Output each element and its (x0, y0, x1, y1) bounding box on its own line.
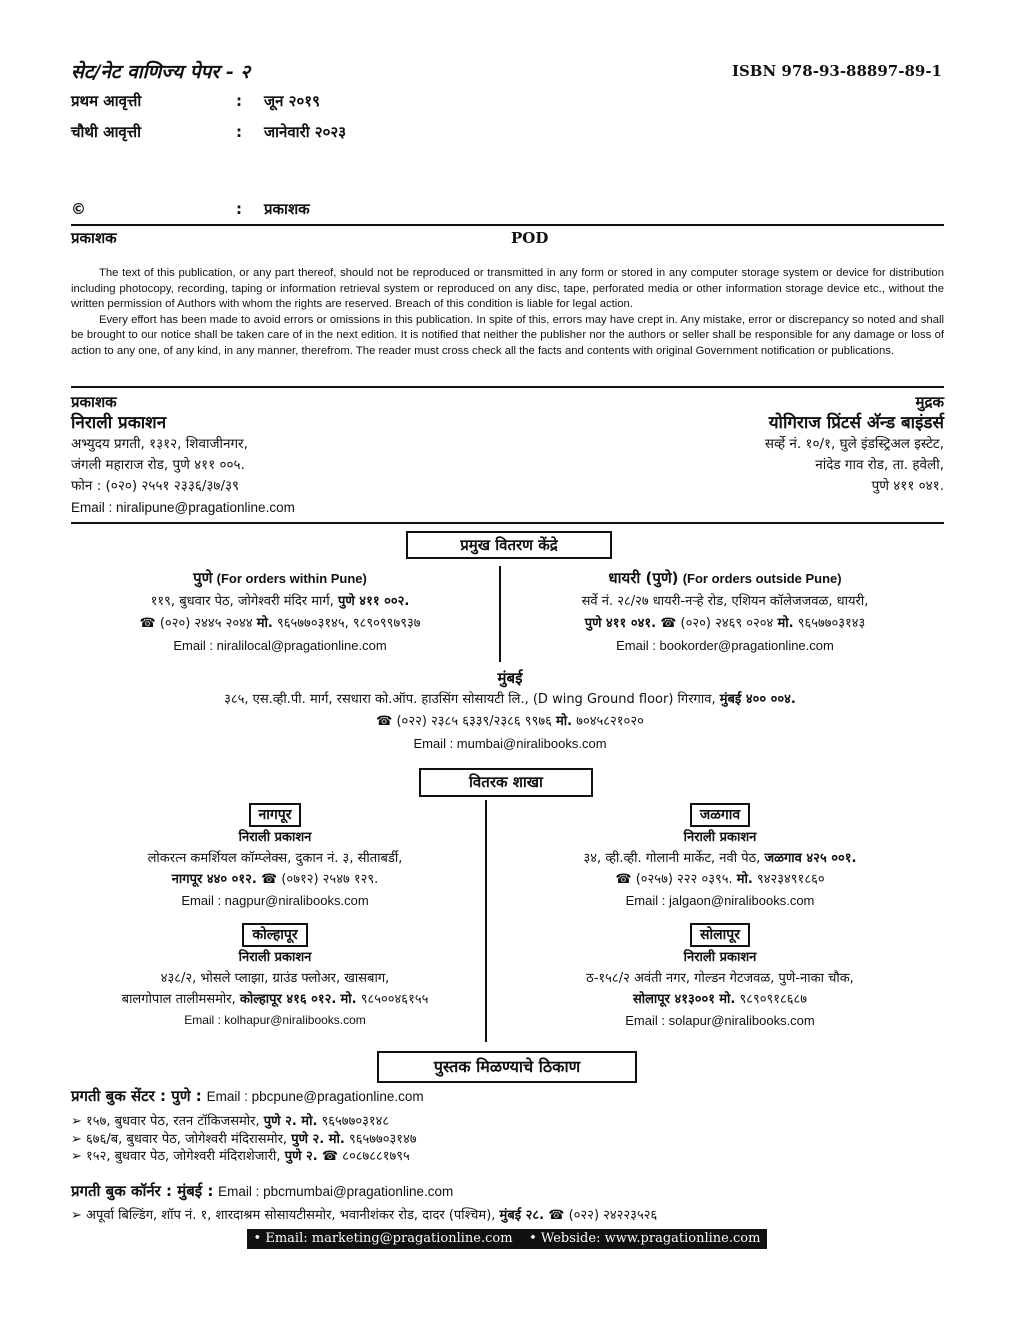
publisher-phone: फोन : (०२०) २५५१ २३३६/३७/३९ (71, 478, 240, 494)
item-address: १५७, बुधवार पेठ, रतन टॉकिजसमोर, (86, 1114, 260, 1129)
book-title: सेट/नेट वाणिज्य पेपर - २ (71, 61, 251, 83)
city-name: जळगाव (690, 803, 750, 827)
mobile-label: मो. (736, 872, 753, 887)
shop-label: प्रगती बुक कॉर्नर : मुंबई : (71, 1182, 214, 1200)
branch-nagpur (80, 803, 470, 911)
list-item (71, 1131, 417, 1149)
city-name: पुणे (193, 569, 213, 587)
org-name: निराली प्रकाशन (683, 830, 757, 845)
centre-pune (70, 567, 490, 657)
bookshops-heading: पुस्तक मिळण्याचे ठिकाण (377, 1051, 637, 1083)
email: Email : jalgaon@niralibooks.com (625, 893, 815, 908)
mumbai-bookshop-item (71, 1207, 657, 1225)
edition-label: प्रथम आवृत्ती (71, 92, 142, 110)
divider (71, 386, 944, 388)
edition-sep: : (236, 123, 242, 141)
pune-bookcentre-heading (71, 1086, 424, 1106)
arrow-bullet-icon: ➢ (71, 1114, 82, 1129)
city-name: सोलापूर (690, 923, 750, 947)
publisher-row-label: प्रकाशक (71, 229, 117, 247)
arrow-bullet-icon: ➢ (71, 1208, 82, 1223)
mobile: ९४२३४९१८६० (757, 872, 825, 887)
address-city: मुंबई ४०० ००४. (719, 692, 796, 707)
pune-bookshop-list (71, 1113, 417, 1166)
item-city: पुणे २. मो. (263, 1114, 318, 1129)
email: Email : kolhapur@niralibooks.com (184, 1013, 366, 1027)
column-divider (499, 566, 501, 662)
list-item (71, 1113, 417, 1131)
phone-icon: ☎ (261, 872, 278, 887)
item-phone: ☎ (०२२) २४२२३५२६ (548, 1208, 658, 1223)
address: सर्वे नं. २८/२७ धायरी-नऱ्हे रोड, एशियन कॉलेजजवळ, धायरी, (581, 594, 869, 609)
order-note: (For orders within Pune) (216, 571, 367, 586)
printer-block (765, 392, 944, 497)
copyright-symbol: © (71, 200, 86, 218)
legal-paragraph-disclaimer: Every effort has been made to avoid errors or omissions in this publication. In spite of this, errors may have crept in. Any mistake, error or discrepancy so noted and shall be brought to our notice shall be taken care of in the next edition. It is notified that neither the publisher nor the authors or seller shall be responsible for any damage or loss of action to any one, of any kind, in any manner, therefrom. The reader must cross check all the facts and contents with original Government notification or publications. (71, 313, 944, 357)
column-divider (485, 800, 487, 1042)
mobile-label: मो. (777, 616, 794, 631)
phone: (०२५७) २२२ ०३९५. (635, 872, 733, 887)
address: ४३८/२, भोसले प्लाझा, ग्राउंड फ्लोअर, खासबाग, (160, 971, 390, 986)
item-address: अपूर्वा बिल्डिंग, शॉप नं. १, शारदाश्रम सोसायटीसमोर, भवानीशंकर रोड, दादर (पश्चिम), (86, 1208, 496, 1223)
item-address: ६७६/ब, बुधवार पेठ, जोगेश्वरी मंदिरासमोर, (86, 1131, 288, 1147)
arrow-bullet-icon: ➢ (71, 1149, 82, 1164)
org-name: निराली प्रकाशन (238, 950, 312, 965)
publisher-address-1: अभ्युदय प्रगती, १३१२, शिवाजीनगर, (71, 436, 248, 452)
footer-contact-bar (247, 1229, 767, 1249)
mobile-label: मो. (556, 714, 573, 729)
phone-icon: ☎ (615, 872, 632, 887)
publisher-email: Email : niralipune@pragationline.com (71, 500, 295, 515)
publisher-name: निराली प्रकाशन (71, 413, 167, 433)
org-name: निराली प्रकाशन (683, 950, 757, 965)
address: ११९, बुधवार पेठ, जोगेश्वरी मंदिर मार्ग, (150, 594, 334, 609)
item-phone: ☎ ८०८७८८१७९५ (321, 1149, 410, 1164)
legal-notice (71, 266, 944, 359)
phone: (०२०) २४६९ ०२०४ (680, 616, 774, 631)
email: Email : bookorder@pragationline.com (616, 638, 834, 653)
phone: (०७१२) २५४७ १२९. (281, 872, 379, 887)
copyright-sep: : (236, 200, 242, 218)
printer-address-2: नांदेड गाव रोड, ता. हवेली, (815, 457, 944, 473)
org-name: निराली प्रकाशन (238, 830, 312, 845)
printer-name: योगिराज प्रिंटर्स अ‍ॅन्ड बाइंडर्स (768, 413, 944, 433)
phone-icon: ☎ (660, 616, 677, 631)
shop-label: प्रगती बुक सेंटर : पुणे : (71, 1087, 202, 1105)
mobile-label: मो. (340, 992, 357, 1007)
city-name: नागपूर (249, 803, 302, 827)
isbn: ISBN 978-93-88897-89-1 (731, 62, 942, 80)
shop-email: Email : pbcpune@pragationline.com (206, 1089, 424, 1104)
email: Email : mumbai@niralibooks.com (413, 736, 607, 751)
edition-fourth (71, 122, 346, 142)
main-centres-heading: प्रमुख वितरण केंद्रे (406, 531, 612, 559)
branch-kolhapur (70, 923, 480, 1031)
branch-solapur (520, 923, 920, 1031)
item-address: १५२, बुधवार पेठ, जोगेश्वरी मंदिराशेजारी, (86, 1149, 281, 1164)
copyright-value: प्रकाशक (264, 200, 310, 218)
footer-email-link[interactable]: • Email: marketing@pragationline.com (253, 1231, 513, 1246)
address-city: पुणे ४११ ००२. (338, 594, 410, 609)
centre-dhayari (505, 567, 945, 657)
copyright-row (71, 199, 310, 219)
mobile: ७०४५८२१०२० (576, 714, 644, 729)
publisher-label: प्रकाशक (71, 393, 117, 411)
mobile: ९६५७७०३१४५, ९८९०९९७९३७ (277, 616, 421, 631)
mobile-label: मो. (256, 616, 273, 631)
arrow-bullet-icon: ➢ (71, 1131, 82, 1147)
edition-label: चौथी आवृत्ती (71, 123, 142, 141)
publisher-block (71, 392, 295, 518)
list-item (71, 1148, 417, 1166)
email: Email : solapur@niralibooks.com (625, 1013, 815, 1028)
edition-first (71, 91, 320, 111)
mobile: ९८९०९१८६८७ (739, 992, 808, 1007)
branch-jalgaon (520, 803, 920, 911)
mobile-label: मो. (719, 992, 736, 1007)
edition-value: जून २०१९ (264, 92, 320, 110)
city-name: मुंबई (497, 669, 523, 687)
divider (71, 224, 944, 226)
phone: (०२२) २३८५ ६३३९/२३८६ ९९७६ (396, 714, 552, 729)
item-phone: ९६५७७०३१४७ (348, 1131, 417, 1147)
edition-sep: : (236, 92, 242, 110)
address-city: सोलापूर ४१३००१ (632, 992, 716, 1007)
mobile: ९८५००४६१५५ (360, 992, 429, 1007)
city-name: कोल्हापूर (242, 923, 307, 947)
legal-paragraph-copyright: The text of this publication, or any part thereof, should not be reproduced or transmitted in any form or stored in any computer storage system or device for distribution including photocopy, recording, taping or information retrieval system or reproduced on any disc, tape, perforated media or other information storage device etc., without the written permission of Authors with whom the rights are reserved. Breach of this condition is liable for legal action. (71, 267, 944, 310)
publisher-address-2: जंगली महाराज रोड, पुणे ४११ ००५. (71, 457, 245, 473)
email: Email : nagpur@niralibooks.com (181, 893, 369, 908)
item-city: मुंबई २८. (499, 1208, 545, 1223)
item-city: पुणे २. (284, 1149, 318, 1164)
phone-icon: ☎ (139, 616, 156, 631)
printer-label: मुद्रक (915, 393, 944, 411)
email: Email : niralilocal@pragationline.com (173, 638, 387, 653)
address-2: बालगोपाल तालीमसमोर, (121, 992, 236, 1007)
centre-mumbai (100, 667, 920, 755)
shop-email: Email : pbcmumbai@pragationline.com (218, 1184, 454, 1199)
order-note: (For orders outside Pune) (682, 571, 842, 586)
address-city: जळगाव ४२५ ००१. (764, 851, 857, 866)
city-name: धायरी (पुणे) (608, 569, 679, 587)
mumbai-bookcorner-heading (71, 1181, 453, 1201)
address-city: कोल्हापूर ४१६ ०१२. (239, 992, 337, 1007)
publisher-row-value: POD (511, 229, 549, 247)
mobile: ९६५७७०३१४३ (797, 616, 866, 631)
printer-address-1: सर्व्हे नं. १०/१, घुले इंडस्ट्रिअल इस्टेट, (764, 436, 944, 452)
divider (71, 522, 944, 524)
address: ३८५, एस.व्ही.पी. मार्ग, रसधारा को.ऑप. हाउसिंग सोसायटी लि., (D wing Ground floor) गिरगाव, (224, 692, 716, 707)
address: ठ-१५८/२ अवंती नगर, गोल्डन गेटजवळ, पुणे-नाका चौक, (586, 971, 854, 986)
branches-heading: वितरक शाखा (419, 768, 593, 797)
item-phone: ९६५७७०३१४८ (321, 1114, 390, 1129)
phone: (०२०) २४४५ २०४४ (159, 616, 253, 631)
address-city: नागपूर ४४० ०१२. (171, 872, 257, 887)
phone-icon: ☎ (376, 714, 393, 729)
item-city: पुणे २. मो. (291, 1131, 345, 1147)
printer-address-3: पुणे ४११ ०४१. (871, 478, 944, 494)
address: ३४, व्ही.व्ही. गोलानी मार्केट, नवी पेठ, (583, 851, 761, 866)
address-city: पुणे ४११ ०४१. (584, 616, 657, 631)
edition-value: जानेवारी २०२३ (264, 123, 347, 141)
footer-website-link[interactable]: • Webside: www.pragationline.com (529, 1231, 761, 1246)
address: लोकरत्न कमर्शियल कॉम्प्लेक्स, दुकान नं. ३, सीताबर्डी, (147, 851, 403, 866)
